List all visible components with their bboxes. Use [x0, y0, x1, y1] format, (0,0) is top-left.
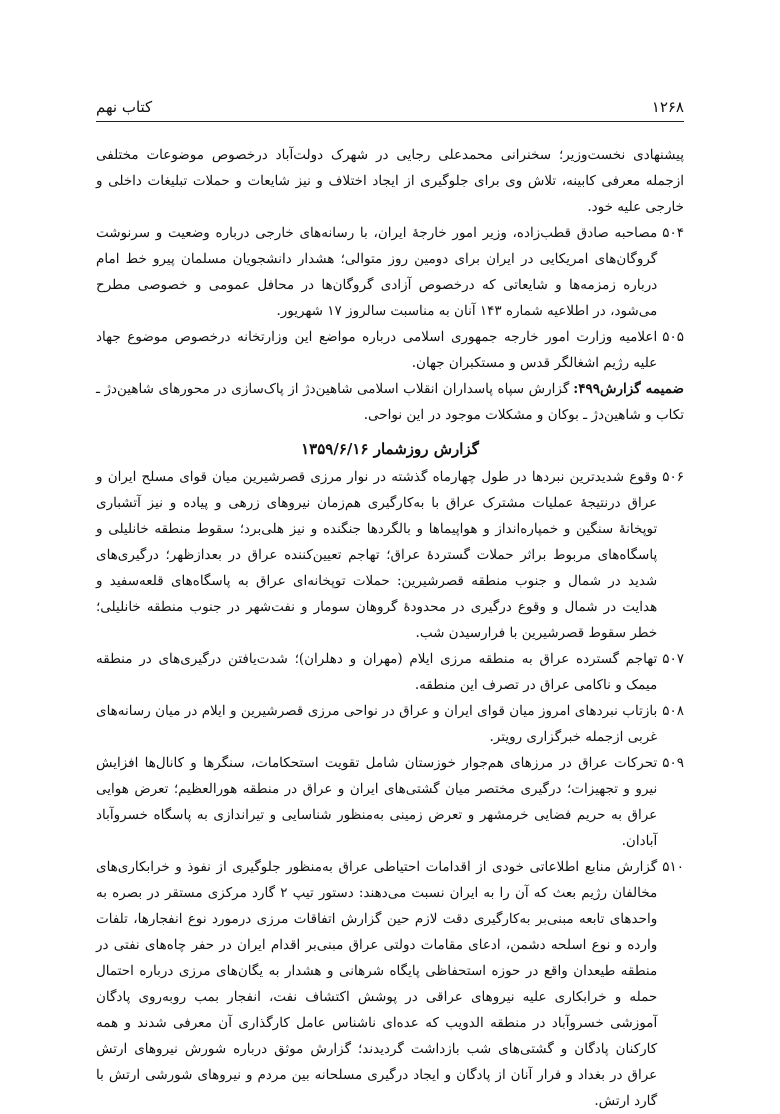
list-item — [96, 646, 684, 698]
item-text: تهاجم گسترده عراق به منطقه مرزی ایلام (مهران و دهلران)؛ شدت‌یافتن درگیری‌های در منطقه میمک و ناکامی عراق در تصرف این منطقه. — [96, 651, 658, 693]
item-number: ۵۰۵ — [662, 329, 684, 345]
list-item — [96, 324, 684, 376]
page-number: ۱۲۶۸ — [651, 98, 684, 116]
item-number: ۵۰۹ — [662, 755, 684, 771]
header-rule — [96, 121, 684, 122]
running-header — [96, 90, 684, 116]
item-number: ۵۱۰ — [662, 859, 684, 875]
item-number: ۵۰۷ — [662, 651, 684, 667]
book-title: کتاب نهم — [96, 98, 153, 116]
item-text: اعلامیه وزارت امور خارجه جمهوری اسلامی درباره مواضع این وزارتخانه درخصوص موضوع جهاد علیه رژیم اشغالگر قدس و مستکبران جهان. — [96, 329, 658, 371]
item-number: ۵۰۴ — [662, 225, 684, 241]
annex-label: ضمیمه گزارش۴۹۹: — [573, 381, 684, 397]
document-body — [96, 142, 684, 1114]
item-text: وقوع شدیدترین نبردها در طول چهارماه گذشته در نوار مرزی قصرشیرین میان قوای مسلح ایران و عراق درنتیجهٔ عملیات مشترک عراق با به‌کارگیری هم‌زمان نیروهای زرهی و پیاده و نیز آتشباری توپخانهٔ سنگین و خمپاره‌انداز و هواپیماها و بالگردها جنگنده و نیز هلی‌برد؛ سقوط منطقه خانلیلی و پاسگاه‌های مربوط براثر حملات گستردهٔ عراق؛ تهاجم تعیین‌کننده عراق در بعدازظهر؛ درگیری‌های شدید در شمال و جنوب منطقه قصرشیرین: حملات توپخانه‌ای عراق به پاسگاه‌های قلعه‌سفید و هدایت در شمال و وقوع درگیری در محدودهٔ گروهان سومار و نفت‌شهر در جنوب منطقه خانلیلی؛ خطر سقوط قصرشیرین با فرارسیدن شب. — [96, 469, 658, 641]
list-item — [96, 698, 684, 750]
item-number: ۵۰۸ — [662, 703, 684, 719]
list-item — [96, 220, 684, 324]
list-item — [96, 464, 684, 646]
item-text: تحرکات عراق در مرزهای هم‌جوار خوزستان شامل تقویت استحکامات، سنگرها و کانال‌ها افزایش نیرو و تجهیزات؛ درگیری مختصر میان گشتی‌های ایران و عراق در منطقه هورالعظیم؛ تعرض هوایی عراق به حریم فضایی خرمشهر و تعرض زمینی به‌منظور شناسایی و تیراندازی به پاسگاه خسروآباد آبادان. — [96, 755, 658, 849]
annex-paragraph — [96, 376, 684, 428]
item-number: ۵۰۶ — [662, 469, 684, 485]
intro-paragraph: پیشنهادی نخست‌وزیر؛ سخنرانی محمدعلی رجایی در شهرک دولت‌آباد درخصوص موضوعات مختلفی ازجمله معرفی کابینه، تلاش وی برای جلوگیری از ایجاد اختلاف و نیز شایعات و حملات تبلیغات داخلی و خارجی علیه خود. — [96, 147, 684, 215]
item-text: بازتاب نبردهای امروز میان قوای ایران و عراق در نواحی مرزی قصرشیرین و ایلام در میان رسانه‌های غربی ازجمله خبرگزاری رویتر. — [96, 703, 658, 745]
item-text: مصاحبه صادق قطب‌زاده، وزیر امور خارجهٔ ایران، با رسانه‌های خارجی درباره وضعیت و سرنوشت گروگان‌های امریکایی در ایران برای دومین روز متوالی؛ هشدار دانشجویان مسلمان پیرو خط امام درباره زمزمه‌ها و شایعاتی که درخصوص آزادی گروگان‌ها در محافل عمومی و خصوصی مطرح می‌شود، در اطلاعیه شماره ۱۴۳ آنان به مناسبت سالروز ۱۷ شهریور. — [96, 225, 658, 319]
list-item — [96, 750, 684, 854]
annex-text: گزارش سپاه پاسداران انقلاب اسلامی شاهین‌دژ از پاک‌سازی در محورهای شاهین‌دژ ـ تکاب و شاهین‌دژ ـ بوکان و مشکلات موجود در این نواحی. — [96, 381, 684, 423]
list-item — [96, 854, 684, 1114]
item-text: گزارش منابع اطلاعاتی خودی از اقدامات احتیاطی عراق به‌منظور جلوگیری از نفوذ و خرابکاری‌های مخالفان رژیم بعث که آن را به ایران نسبت می‌دهند: دستور تیپ ۲ گارد مرکزی مستقر در بصره به واحدهای تابعه مبنی‌بر به‌کارگیری دقت لازم حین گزارش اتفاقات مرزی درمورد نوع انفجارها، تلفات وارده و نوع اسلحه دشمن، ادعای مقامات دولتی عراق مبنی‌بر اقدام ایران در حفر چاه‌های نفتی در منطقه طیعدان واقع در حوزه استحفاظی پایگاه شرهانی و هشدار به یگان‌های مرزی درباره احتمال حمله و خرابکاری علیه نیروهای عراقی در پوشش اکتشاف نفت، انفجار بمب روبه‌روی پادگان آموزشی خسروآباد در منطقه الدویب که عده‌ای ناشناس عامل کارگذاری آن معرفی شدند و همه کارکنان پادگان و گشتی‌های شب بازداشت گردیدند؛ گزارش موثق درباره شورش نیروهای ارتش عراق در بغداد و فرار آنان از پادگان و ایجاد درگیری مسلحانه بین مردم و نیروهای شورشی ارتش با گارد ارتش. — [96, 859, 658, 1109]
section-title: گزارش روزشمار ۱۳۵۹/۶/۱۶ — [301, 440, 479, 458]
